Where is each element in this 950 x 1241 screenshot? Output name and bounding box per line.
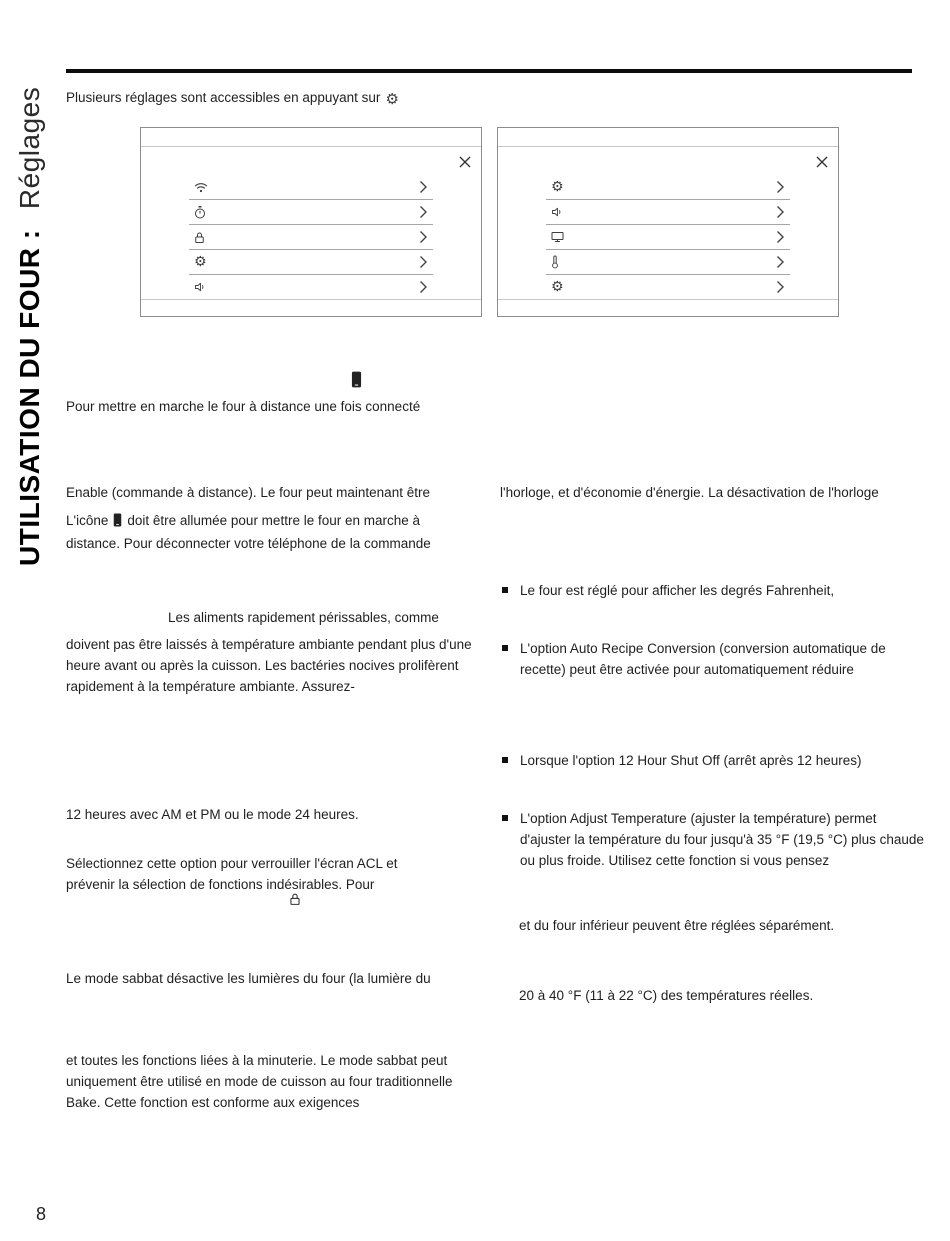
wifi-icon [194,182,212,193]
section-rule [66,69,912,73]
bullet-item-12-hour [500,750,908,771]
display-icon [551,231,569,243]
panel-footer-divider [498,299,838,300]
remote-icon-paragraph [66,510,448,554]
settings-row-gear[interactable] [189,250,433,275]
enable-line: Enable (commande à distance). Le four peut maintenant être [66,485,430,500]
chevron-right-icon [419,180,428,194]
icon-sentence-prefix: L'icône [66,513,109,528]
gear-icon: ⚙ [551,179,564,195]
sabbath-body: et toutes les fonctions liées à la minuterie. Le mode sabbat peut uniquement être utilisé en mode de cuisson au four traditionnelle Bake. Cette fonction est conforme aux exigences [66,1053,453,1110]
settings-row-wifi[interactable] [189,175,433,200]
panel-header-divider [498,146,838,147]
settings-row-timer[interactable] [189,200,433,225]
chevron-right-icon [776,180,785,194]
chevron-right-icon [776,280,785,294]
settings-rows [546,175,790,300]
lockout-paragraph: Sélectionnez cette option pour verrouiller l'écran ACL et prévenir la sélection de fonctions indésirables. Pour [66,856,398,892]
page-title-light: Réglages [14,86,45,210]
bullet-item-auto-recipe [500,638,898,680]
settings-row-gear[interactable] [546,275,790,300]
remote-start-line: Pour mettre en marche le four à distance une fois connecté [66,399,421,414]
lock-icon [194,231,212,244]
chevron-right-icon [419,230,428,244]
settings-panel-2 [497,127,839,317]
chevron-right-icon [776,230,785,244]
settings-panel-1 [140,127,482,317]
close-icon[interactable] [815,155,829,169]
bullet-item-fahrenheit [500,580,908,601]
chevron-right-icon [419,255,428,269]
settings-row-thermometer[interactable] [546,250,790,275]
close-icon[interactable] [458,155,472,169]
settings-row-lock[interactable] [189,225,433,250]
chevron-right-icon [419,280,428,294]
temp-range-line: 20 à 40 °F (11 à 22 °C) des températures réelles. [519,988,814,1003]
page-number: 8 [36,1204,47,1224]
bullet-marker [502,587,508,593]
gear-icon: ⚙ [385,90,399,108]
perishable-intro: Les aliments rapidement périssables, comme [168,610,439,625]
page-title-bold: UTILISATION DU FOUR : [14,229,45,566]
panel-header-divider [141,146,481,147]
chevron-right-icon [776,205,785,219]
gear-icon: ⚙ [551,279,564,295]
sabbath-line: Le mode sabbat désactive les lumières du four (la lumière du [66,971,431,986]
perishable-body: doivent pas être laissés à température ambiante pendant plus d'une heure avant ou après la cuisson. Les bactéries nocives prolifèrent rapidement à la température ambiante. Assurez- [66,637,472,694]
intro-sentence [66,87,399,110]
bullet-item-adjust-temperature [500,808,924,871]
settings-rows [189,175,433,300]
icon-sentence-rest: doit être allumée pour mettre le four en marche à distance. Pour déconnecter votre téléphone de la commande [66,513,431,551]
settings-row-sound[interactable] [189,275,433,300]
separate-ovens-line: et du four inférieur peuvent être réglées séparément. [519,918,835,933]
page-title [14,87,46,566]
sound-icon [194,281,212,293]
phone-icon [113,512,122,533]
clock-energy-line: l'horloge, et d'économie d'énergie. La désactivation de l'horloge [500,485,879,500]
panel-footer-divider [141,299,481,300]
bullet-text: Le four est réglé pour afficher les degrés Fahrenheit, [520,583,835,598]
bullet-marker [502,815,508,821]
settings-row-display[interactable] [546,225,790,250]
settings-row-sound[interactable] [546,200,790,225]
bullet-text: L'option Auto Recipe Conversion (conversion automatique de recette) peut être activée pour automatiquement réduire [520,641,886,677]
bullet-text: Lorsque l'option 12 Hour Shut Off (arrêt après 12 heures) [520,753,862,768]
chevron-right-icon [419,205,428,219]
phone-icon [351,371,362,393]
sound-icon [551,206,569,218]
intro-text: Plusieurs réglages sont accessibles en appuyant sur [66,90,381,105]
chevron-right-icon [776,255,785,269]
timer-icon [194,206,212,219]
thermometer-icon [551,255,569,269]
clock-format-line: 12 heures avec AM et PM ou le mode 24 heures. [66,807,359,822]
lock-icon [289,892,301,911]
bullet-marker [502,757,508,763]
settings-row-gear[interactable] [546,175,790,200]
bullet-text: L'option Adjust Temperature (ajuster la température) permet d'ajuster la température du four jusqu'à 35 °F (19,5 °C) plus chaude ou plus froide. Utilisez cette fonction si vous pensez [520,811,924,868]
bullet-marker [502,645,508,651]
gear-icon: ⚙ [194,254,207,270]
